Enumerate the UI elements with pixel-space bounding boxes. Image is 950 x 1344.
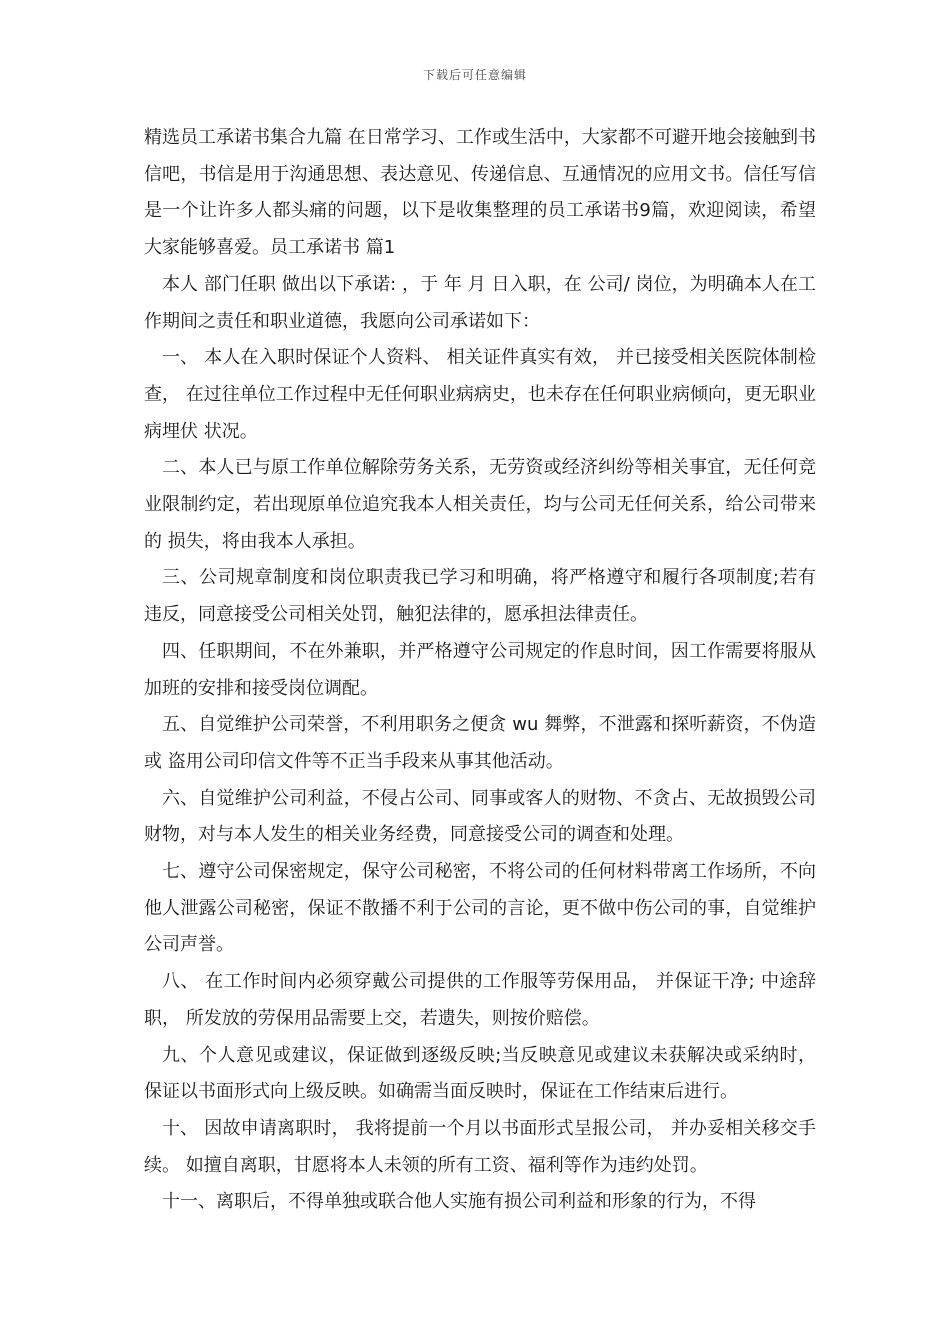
clause-10: 十、 因故申请离职时， 我将提前一个月以书面形式呈报公司， 并办妥相关移交手续。 如擅自离职，甘愿将本人未领的所有工资、福利等作为违约处罚。 xyxy=(144,1117,816,1176)
clause-9: 九、个人意见或建议，保证做到逐级反映;当反映意见或建议未获解决或采纳时， 保证以书面形式向上级反映。如确需当面反映时，保证在工作结束后进行。 xyxy=(144,1044,816,1103)
clause-11: 十一、离职后，不得单独或联合他人实施有损公司利益和形象的行为，不得 xyxy=(162,1191,756,1213)
clause-3: 三、公司规章制度和岗位职责我已学习和明确，将严格遵守和履行各项制度;若有 违反，同意接受公司相关处罚，触犯法律的，愿承担法律责任。 xyxy=(144,567,816,626)
page-header: 下载后可任意编辑 xyxy=(422,68,527,82)
clause-7: 七、遵守公司保密规定，保守公司秘密，不将公司的任何材料带离工作场所，不向 他人泄露公司秘密，保证不散播不利于公司的言论，更不做中伤公司的事，自觉维护 公司声誉。 xyxy=(144,861,816,956)
document-body xyxy=(144,120,816,1221)
clause-8: 八、 在工作时间内必须穿戴公司提供的工作服等劳保用品， 并保证干净; 中途辞职， 所发放的劳保用品需要上交，若遗失，则按价赔偿。 xyxy=(144,971,816,1029)
clause-5: 五、自觉维护公司荣誉，不利用职务之便贪 wu 舞弊，不泄露和探听薪资，不伪造或 盗用公司印信文件等不正当手段来从事其他活动。 xyxy=(144,714,816,772)
clause-2: 二、本人已与原工作单位解除劳务关系，无劳资或经济纠纷等相关事宜，无任何竞 业限制约定，若出现原单位追究我本人相关责任，均与公司无任何关系，给公司带来的 损失，将由我本人承担。 xyxy=(144,457,816,552)
clause-4: 四、任职期间，不在外兼职，并严格遵守公司规定的作息时间，因工作需要将服从 加班的安排和接受岗位调配。 xyxy=(144,640,816,699)
clause-6: 六、自觉维护公司利益，不侵占公司、同事或客人的财物、不贪占、无故损毁公司 财物，对与本人发生的相关业务经费，同意接受公司的调查和处理。 xyxy=(144,787,816,846)
clause-1: 一、 本人在入职时保证个人资料、 相关证件真实有效， 并已接受相关医院体制检查， 在过往单位工作过程中无任何职业病病史，也未存在任何职业病倾向，更无职业病埋伏 状况。 xyxy=(144,347,816,442)
intro-paragraph: 精选员工承诺书集合九篇 在日常学习、工作或生活中，大家都不可避开地会接触到书信吧，书信是用于沟通思想、表达意见、传递信息、互通情况的应用文书。信任写信是一个让许多人都头痛的问题，以下是收集整理的员工承诺书9篇，欢迎阅读，希望大家能够喜爱。员工承诺书 篇1 xyxy=(144,127,816,259)
commitment-preamble: 本人 部门任职 做出以下承诺: ，于 年 月 日入职，在 公司/ 岗位，为明确本人在工作期间之责任和职业道德，我愿向公司承诺如下： xyxy=(144,273,816,332)
